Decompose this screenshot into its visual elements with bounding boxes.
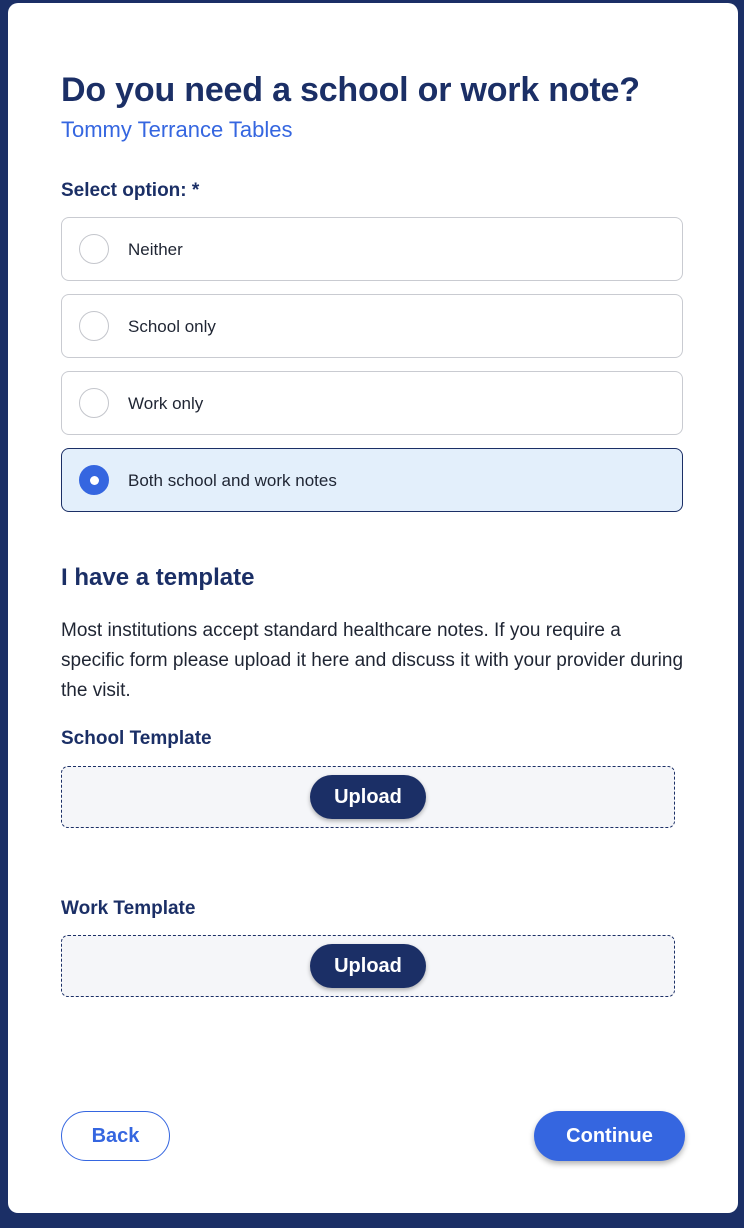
radio-both-notes[interactable]: [79, 465, 109, 495]
back-button[interactable]: Back: [61, 1111, 170, 1161]
form-card: [8, 3, 738, 1213]
radio-school-only[interactable]: [79, 311, 109, 341]
work-template-dropzone[interactable]: [61, 935, 675, 997]
school-template-dropzone[interactable]: [61, 766, 675, 828]
page-title: Do you need a school or work note?: [61, 71, 640, 109]
option-label: Both school and work notes: [128, 471, 337, 490]
work-template-label: Work Template: [61, 898, 196, 919]
option-label: School only: [128, 317, 216, 336]
option-neither[interactable]: [61, 217, 683, 281]
radio-work-only[interactable]: [79, 388, 109, 418]
continue-button[interactable]: Continue: [534, 1111, 685, 1161]
radio-selected-dot: [90, 476, 99, 485]
option-work-only[interactable]: [61, 371, 683, 435]
work-upload-button[interactable]: Upload: [310, 944, 426, 988]
option-label: Neither: [128, 240, 183, 259]
school-template-label: School Template: [61, 728, 212, 749]
option-school-only[interactable]: [61, 294, 683, 358]
option-label: Work only: [128, 394, 204, 413]
school-upload-button[interactable]: Upload: [310, 775, 426, 819]
option-both-notes[interactable]: [61, 448, 683, 512]
radio-neither[interactable]: [79, 234, 109, 264]
template-section-description: Most institutions accept standard healthcare notes. If you require a specific form please upload it here and discuss it with your provider during the visit.: [61, 620, 684, 701]
patient-name: Tommy Terrance Tables: [61, 117, 293, 142]
template-section-title: I have a template: [61, 564, 255, 591]
select-option-label: Select option: *: [61, 180, 200, 201]
